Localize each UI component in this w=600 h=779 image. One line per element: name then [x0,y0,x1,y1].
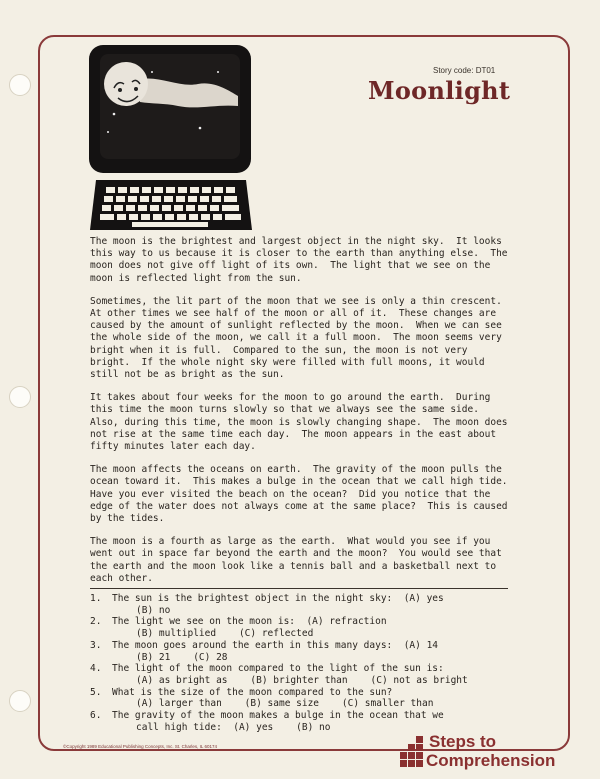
text-line: fifty minutes later each day. [90,441,256,453]
question-text: What is the size of the moon compared to the sun? [112,686,393,698]
text-line: the whole side of the moon, we call it a full moon. The moon seems very [90,332,502,344]
question-options: (A) as bright as (B) brighter than (C) not as bright [136,674,468,686]
text-line: Also, during this time, the moon is slowly changing shape. The moon does [90,416,508,428]
text-line: caused by the amount of sunlight reflected by the moon. When we can see [90,320,502,332]
logo-line-2: Comprehension [426,751,556,770]
text-line: each other. [90,572,153,584]
page-title: Moonlight [368,76,511,105]
question-options: (B) no [136,604,171,616]
text-line: not rise at the same time each day. The moon appears in the east about [90,428,497,440]
question-item [90,710,520,733]
question-text: The sun is the brightest object in the night sky: (A) yes [112,593,444,604]
steps-to-comprehension-logo [398,732,578,772]
text-line: this way to us because it is closer to the earth than anything else. The [90,248,508,260]
question-item [90,593,520,616]
question-options: (B) 21 (C) 28 [136,651,228,663]
paragraph [90,392,530,453]
text-line: The moon is the brightest and largest object in the night sky. It looks [90,236,502,247]
question-text: The light of the moon compared to the light of the sun is: [112,663,444,675]
question-number: 5. [90,686,102,698]
question-list [90,593,520,733]
question-number: 6. [90,710,102,722]
question-options: (B) multiplied (C) reflected [136,628,314,640]
question-options: call high tide: (A) yes (B) no [136,721,331,733]
paragraph [90,296,530,381]
question-item [90,687,520,710]
text-line: The moon is a fourth as large as the earth. What would you see if you [90,536,491,548]
logo-line-1: Steps to [429,732,497,751]
text-line: The moon affects the oceans on earth. The gravity of the moon pulls the [90,464,502,476]
binder-hole-top [9,74,31,96]
copyright-footer: ©Copyright 1989 Educational Publishing Concepts, Inc. St. Charles, IL 60174 [63,744,217,749]
question-number: 2. [90,616,102,628]
text-line: the earth and the moon look like a tennis ball and a basketball next to [90,560,497,572]
question-options: (A) larger than (B) same size (C) smaller than [136,698,434,710]
text-line: ocean toward it. This makes a bulge in the ocean that we call high tide. [90,476,508,488]
paragraph [90,536,530,585]
story-text [90,236,530,596]
question-text: The moon goes around the earth in this many days: (A) 14 [112,639,439,651]
computer-moon-illustration [88,44,254,234]
text-line: Have you ever visited the beach on the ocean? Did you notice that the [90,488,491,500]
text-line: edge of the water does not always come at the same place? This is caused [90,500,508,512]
question-text: The light we see on the moon is: (A) refraction [112,616,387,628]
question-item [90,663,520,686]
question-item [90,640,520,663]
text-line: Sometimes, the lit part of the moon that we see is only a thin crescent. [90,295,502,307]
paragraph [90,236,530,285]
question-text: The gravity of the moon makes a bulge in the ocean that we [112,710,444,722]
text-line: still not be as bright as the sun. [90,369,285,381]
text-line: went out in space far beyond the earth and the moon? You would see that [90,548,502,560]
text-line: It takes about four weeks for the moon to go around the earth. During [90,392,491,404]
story-code: Story code: DT01 [433,66,496,75]
question-item [90,616,520,639]
text-line: At other times we see half of the moon or all of it. These changes are [90,308,497,320]
text-line: bright. If the whole night sky were filled with full moons, it would [90,356,485,368]
text-line: moon does not give off light of its own. The light that we see on the [90,260,491,272]
question-number: 3. [90,639,102,651]
binder-hole-bottom [9,690,31,712]
text-line: bright when it is full. Compared to the sun, the moon is not very [90,344,468,356]
question-number: 4. [90,663,102,675]
text-line: by the tides. [90,513,165,525]
steps-blocks-icon [398,734,426,770]
divider [90,588,508,589]
question-number: 1. [90,593,102,604]
text-line: this time the moon turns slowly so that we always see the same side. [90,404,479,416]
binder-hole-middle [9,386,31,408]
text-line: moon is reflected light from the sun. [90,272,302,284]
moon-face-icon [104,62,148,106]
paragraph [90,464,530,525]
